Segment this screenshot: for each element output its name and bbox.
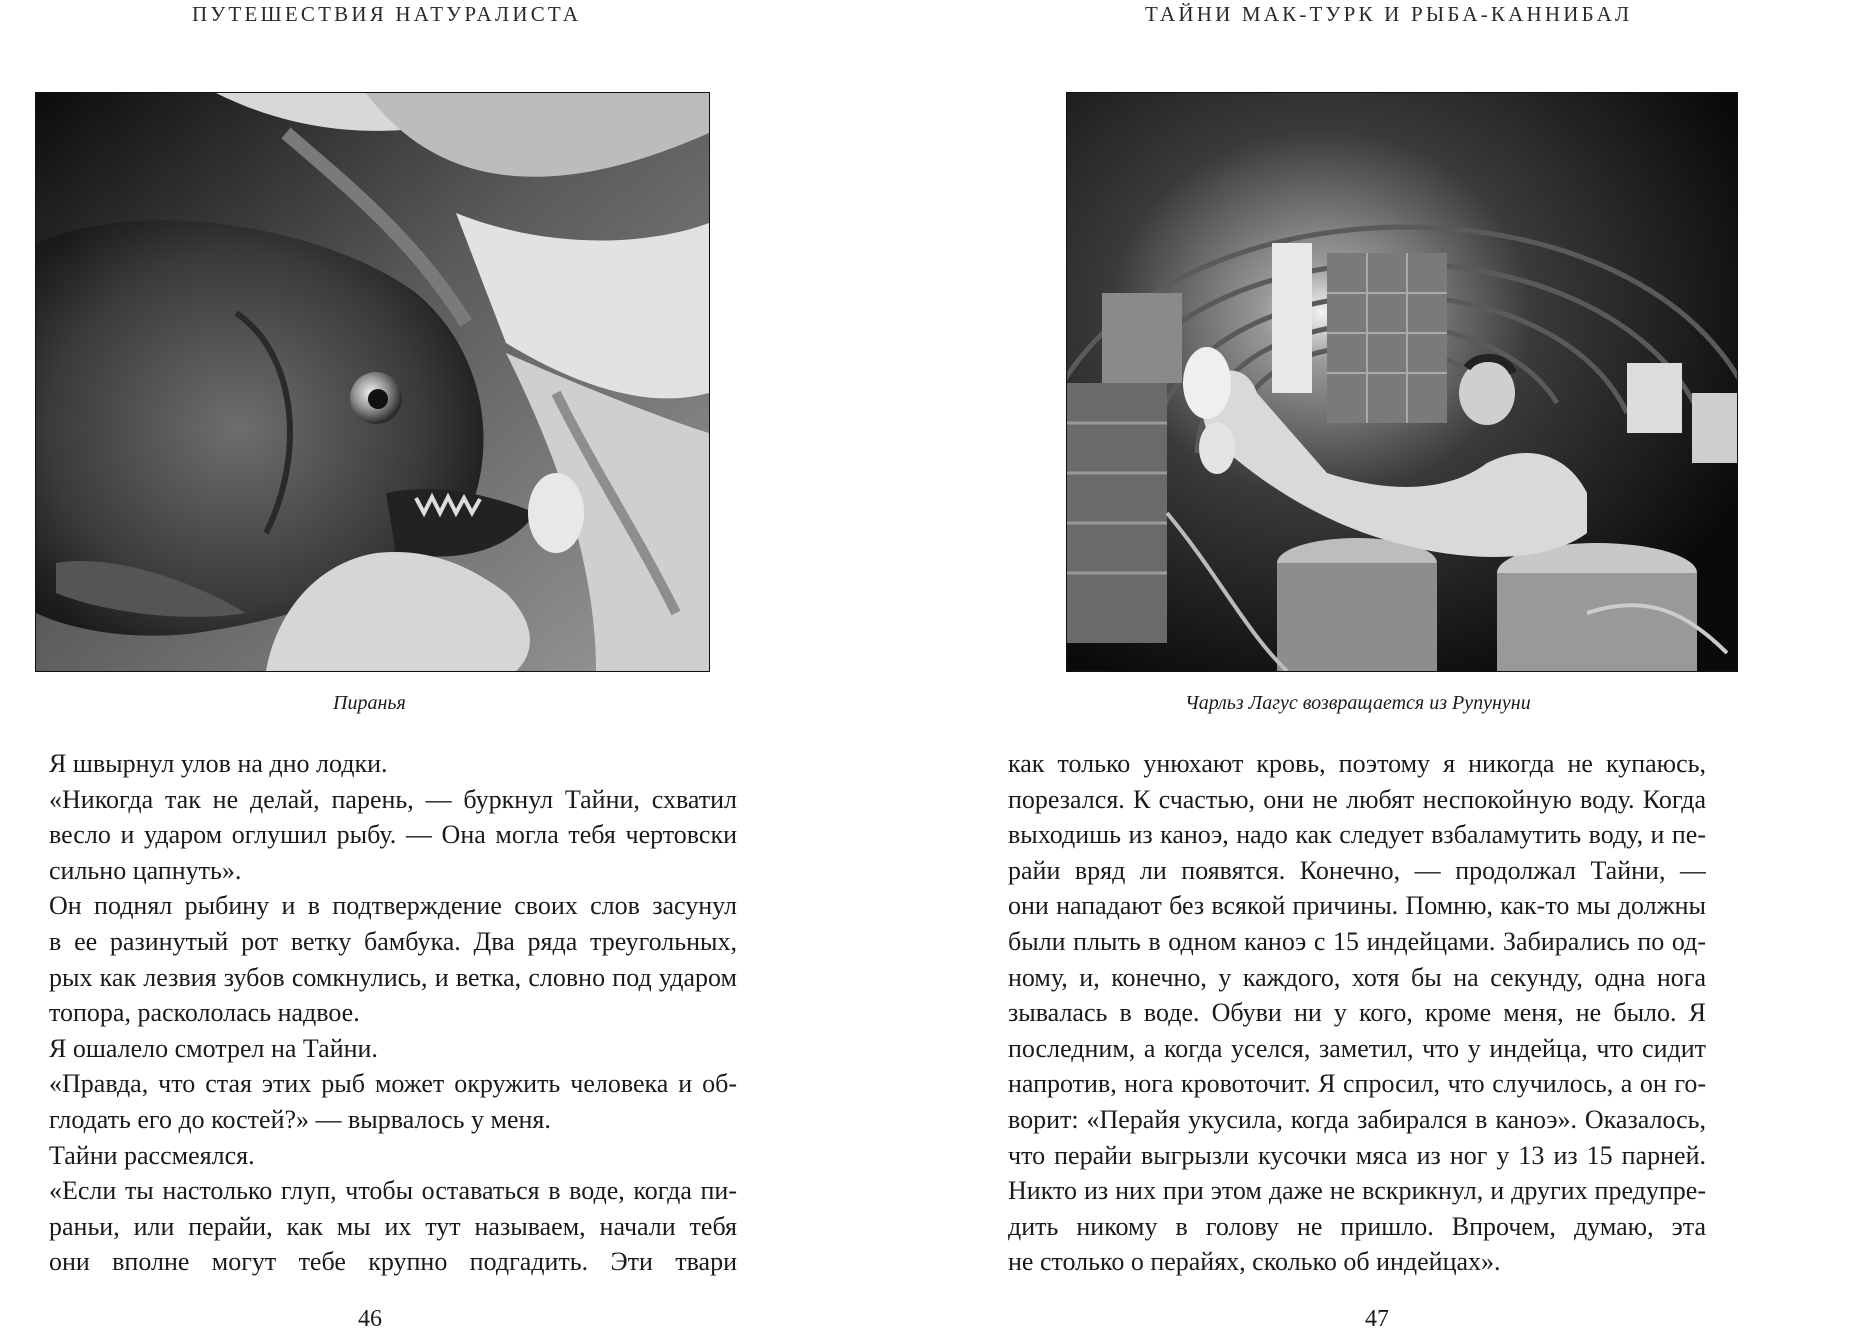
text-line: дить никому в голову не пришло. Впрочем, думаю, эта xyxy=(1008,1211,1706,1241)
text-line: порезался. К счастью, они не любят неспокойную воду. Когда xyxy=(1008,784,1706,814)
text-line: Никто из них при этом даже не вскрикнул, и других предупре- xyxy=(1008,1176,1706,1206)
text-line: Я швырнул улов на дно лодки. xyxy=(49,749,388,778)
aircraft-interior-photo xyxy=(1066,92,1738,672)
text-line: зывалась в воде. Обуви ни у кого, кроме меня, не было. Я xyxy=(1008,998,1706,1028)
text-line: раньи, или перайи, как мы их тут называем, начали тебя xyxy=(49,1211,737,1241)
text-line: выходишь из каноэ, надо как следует взбаламутить воду, и пе- xyxy=(1008,820,1706,850)
aircraft-interior-photo-image xyxy=(1067,93,1737,671)
text-line: «Никогда так не делай, парень, — буркнул Тайни, схватил xyxy=(49,784,737,814)
right-running-head: ТАЙНИ МАК-ТУРК И РЫБА-КАННИБАЛ xyxy=(1145,2,1633,26)
text-line: райи вряд ли появятся. Конечно, — продолжал Тайни, — xyxy=(1008,855,1706,885)
piranha-photo-caption: Пиранья xyxy=(333,692,406,714)
right-page-number: 47 xyxy=(1365,1306,1389,1332)
text-line: они вполне могут тебе крупно подгадить. Эти твари xyxy=(49,1247,737,1277)
text-line: последним, а когда уселся, заметил, что у индейца, что сидит xyxy=(1008,1033,1706,1063)
text-line: они нападают без всякой причины. Помню, как-то мы должны xyxy=(1008,891,1706,921)
left-body-text xyxy=(49,746,737,1280)
right-page xyxy=(928,0,1856,1344)
text-line: топора, раскололась надвое. xyxy=(49,998,360,1028)
text-line: ворит: «Перайя укусила, когда забирался в каноэ». Оказалось, xyxy=(1008,1104,1706,1134)
text-line: Тайни рассмеялся. xyxy=(49,1140,255,1170)
text-line: глодать его до костей?» — вырвалось у меня. xyxy=(49,1104,551,1134)
text-line: ному, и, конечно, у каждого, хотя бы на секунду, одна нога xyxy=(1008,962,1706,992)
right-body-text xyxy=(1008,746,1706,1280)
aircraft-photo-caption: Чарльз Лагус возвращается из Рупунуни xyxy=(1185,692,1531,714)
left-page-number: 46 xyxy=(358,1306,382,1332)
text-line: были плыть в одном каноэ с 15 индейцами. Забирались по од- xyxy=(1008,926,1706,956)
text-line: что перайи выгрызли кусочки мяса из ног у 13 из 15 парней. xyxy=(1008,1140,1706,1170)
text-line: Он поднял рыбину и в подтверждение своих слов засунул xyxy=(49,891,737,921)
text-line: «Правда, что стая этих рыб может окружить человека и об- xyxy=(49,1069,737,1099)
piranha-photo-image xyxy=(36,93,709,671)
text-line: Я ошалело смотрел на Тайни. xyxy=(49,1033,378,1063)
piranha-photo xyxy=(35,92,710,672)
text-line: напротив, нога кровоточит. Я спросил, что случилось, а он го- xyxy=(1008,1069,1706,1099)
text-line: рых как лезвия зубов сомкнулись, и ветка, словно под ударом xyxy=(49,962,737,992)
text-line: весло и ударом оглушил рыбу. — Она могла тебя чертовски xyxy=(49,820,737,850)
text-line: сильно цапнуть». xyxy=(49,855,242,885)
left-running-head: ПУТЕШЕСТВИЯ НАТУРАЛИСТА xyxy=(192,2,582,26)
text-line: не столько о перайях, сколько об индейцах». xyxy=(1008,1247,1501,1277)
text-line: в ее разинутый рот ветку бамбука. Два ряда треугольных, xyxy=(49,926,737,956)
text-line: «Если ты настолько глуп, чтобы оставаться в воде, когда пи- xyxy=(49,1176,737,1206)
text-line: как только унюхают кровь, поэтому я никогда не купаюсь, xyxy=(1008,749,1706,778)
